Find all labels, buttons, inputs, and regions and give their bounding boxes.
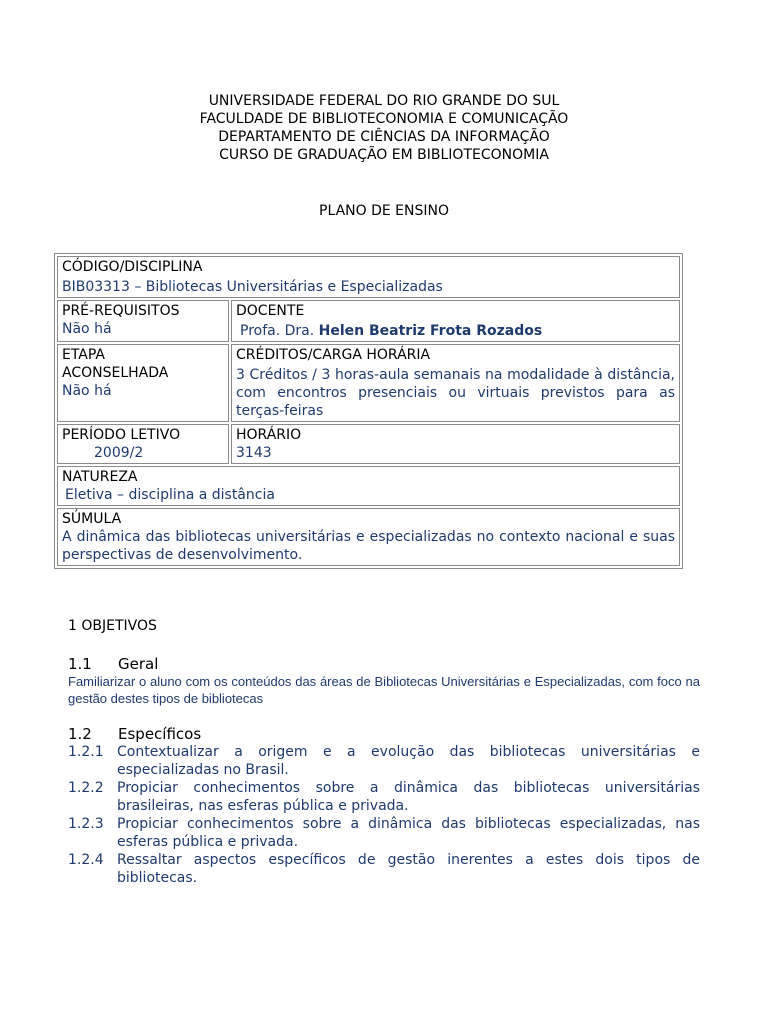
- list-item: [68, 743, 700, 779]
- general-objective-heading: [68, 655, 700, 673]
- prereq-label: PRÉ-REQUISITOS: [62, 303, 180, 319]
- etapa-cell: [57, 344, 229, 422]
- specific-objectives-heading: [68, 725, 700, 743]
- etapa-label-line1: ETAPA: [62, 347, 106, 363]
- sumula-value: A dinâmica das bibliotecas universitárias e especializadas no contexto nacional e suas perspectivas de desenvolvimento.: [62, 529, 675, 563]
- general-objective-text: Familiarizar o aluno com os conteúdos das áreas de Bibliotecas Universitárias e Especializadas, com foco na gestão destes tipos de bibliotecas: [68, 674, 700, 706]
- periodo-cell: [57, 424, 229, 464]
- list-item-number: 1.2.4: [68, 852, 104, 868]
- specific-objectives-title: Específicos: [118, 725, 202, 743]
- prereq-value: Não há: [62, 321, 112, 337]
- header-line-department: DEPARTAMENTO DE CIÊNCIAS DA INFORMAÇÃO: [218, 129, 550, 145]
- sumula-label: SÚMULA: [62, 511, 122, 527]
- codigo-label: CÓDIGO/DISCIPLINA: [62, 259, 203, 275]
- general-objective-number: 1.1: [68, 655, 92, 673]
- header-line-faculty: FACULDADE DE BIBLIOTECONOMIA E COMUNICAÇÃO: [199, 111, 569, 127]
- general-objective-title: Geral: [118, 655, 159, 673]
- list-item-number: 1.2.1: [68, 744, 104, 760]
- horario-cell: [231, 424, 680, 464]
- institution-header: [0, 92, 768, 164]
- etapa-value: Não há: [62, 383, 112, 399]
- document-title: PLANO DE ENSINO: [319, 203, 449, 219]
- list-item-number: 1.2.2: [68, 780, 104, 796]
- docente-label: DOCENTE: [236, 303, 305, 319]
- header-line-university: UNIVERSIDADE FEDERAL DO RIO GRANDE DO SUL: [208, 93, 560, 109]
- specific-objectives-list: [68, 743, 700, 887]
- creditos-label: CRÉDITOS/CARGA HORÁRIA: [236, 347, 431, 363]
- list-item: [68, 779, 700, 815]
- specific-objectives-number: 1.2: [68, 725, 92, 743]
- periodo-label: PERÍODO LETIVO: [62, 427, 181, 443]
- list-item-text: Contextualizar a origem e a evolução das bibliotecas universitárias e especializadas no Brasil.: [117, 744, 700, 778]
- natureza-cell: [57, 466, 680, 506]
- docente-name: Helen Beatriz Frota Rozados: [318, 323, 543, 339]
- course-info-table: [54, 253, 683, 569]
- codigo-value: BIB03313 – Bibliotecas Universitárias e Especializadas: [62, 279, 443, 295]
- list-item-text: Ressaltar aspectos específicos de gestão inerentes a estes dois tipos de bibliotecas.: [117, 852, 700, 886]
- horario-value: 3143: [236, 445, 272, 461]
- creditos-value: 3 Créditos / 3 horas-aula semanais na modalidade à distância, com encontros presenciais ou virtuais previstos para as terças-feiras: [236, 367, 675, 419]
- objectives-heading: 1 OBJETIVOS: [68, 618, 157, 634]
- codigo-cell: [57, 256, 680, 298]
- natureza-label: NATUREZA: [62, 469, 138, 485]
- list-item: [68, 815, 700, 851]
- docente-prefix: Profa. Dra.: [240, 323, 315, 339]
- natureza-value: Eletiva – disciplina a distância: [65, 487, 275, 503]
- docente-value: [236, 322, 675, 340]
- horario-label: HORÁRIO: [236, 427, 302, 443]
- header-line-course: CURSO DE GRADUAÇÃO EM BIBLIOTECONOMIA: [219, 147, 549, 163]
- creditos-cell: [231, 344, 680, 422]
- docente-cell: [231, 300, 680, 342]
- etapa-label-line2: ACONSELHADA: [62, 365, 169, 381]
- periodo-value: 2009/2: [94, 445, 144, 461]
- list-item-text: Propiciar conhecimentos sobre a dinâmica das bibliotecas universitárias brasileiras, nas esferas pública e privada.: [117, 780, 700, 814]
- list-item: [68, 851, 700, 887]
- prereq-cell: [57, 300, 229, 342]
- list-item-number: 1.2.3: [68, 816, 104, 832]
- list-item-text: Propiciar conhecimentos sobre a dinâmica das bibliotecas especializadas, nas esferas pública e privada.: [117, 816, 700, 850]
- sumula-cell: [57, 508, 680, 566]
- objectives-section: [68, 617, 700, 887]
